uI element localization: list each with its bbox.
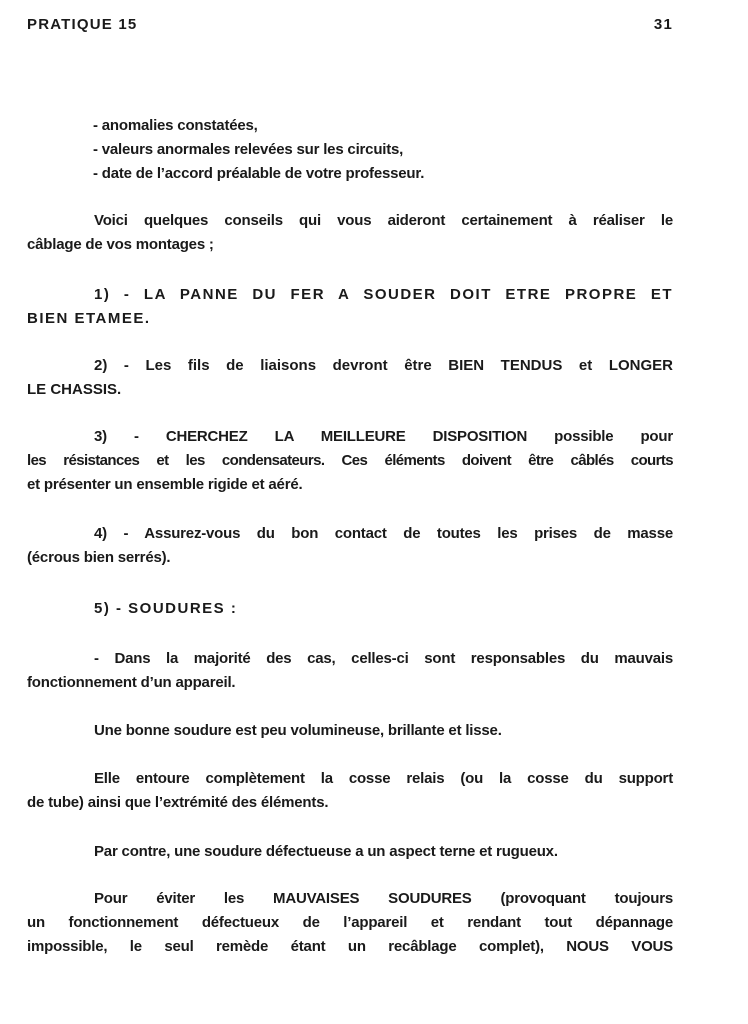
list-item: - date de l’accord préalable de votre professeur. bbox=[93, 165, 425, 182]
tip-4 bbox=[27, 522, 673, 570]
paragraph-line: Par contre, une soudure défectueuse a un aspect terne et rugueux. bbox=[94, 843, 558, 860]
paragraph-line: Elle entoure complètement la cosse relais (ou la cosse du support bbox=[94, 770, 673, 787]
paragraph-line: et présenter un ensemble rigide et aéré. bbox=[27, 476, 303, 493]
body-text bbox=[27, 0, 673, 1024]
paragraph-line: Voici quelques conseils qui vous aideront certainement à réaliser le bbox=[94, 212, 673, 229]
paragraph-line: de tube) ainsi que l’extrémité des éléments. bbox=[27, 794, 329, 811]
list-item: - valeurs anormales relevées sur les circuits, bbox=[93, 141, 404, 158]
tip-1 bbox=[27, 283, 673, 331]
paragraph-line: fonctionnement d’un appareil. bbox=[27, 674, 236, 691]
tip-5 bbox=[27, 597, 673, 621]
paragraph-line: Une bonne soudure est peu volumineuse, brillante et lisse. bbox=[94, 722, 502, 739]
intro-paragraph bbox=[27, 209, 673, 257]
paragraph-line: 3) - CHERCHEZ LA MEILLEURE DISPOSITION possible pour bbox=[94, 428, 673, 445]
paragraph-line: BIEN ETAMEE. bbox=[27, 310, 151, 327]
page-number: 31 bbox=[653, 16, 673, 33]
paragraph-entoure bbox=[27, 767, 673, 815]
paragraph-line: LE CHASSIS. bbox=[27, 381, 122, 398]
anomalies-list bbox=[27, 114, 673, 186]
paragraph-eviter bbox=[27, 887, 673, 959]
tip-3 bbox=[27, 425, 673, 497]
paragraph-line: les résistances et les condensateurs. Ces éléments doivent être câblés courts bbox=[27, 452, 673, 469]
paragraph-line: 1) - LA PANNE DU FER A SOUDER DOIT ETRE PROPRE ET bbox=[94, 286, 673, 303]
paragraph-par-contre bbox=[27, 840, 673, 864]
paragraph-line: 2) - Les fils de liaisons devront être BIEN TENDUS et LONGER bbox=[94, 357, 673, 374]
paragraph-line: 4) - Assurez-vous du bon contact de toutes les prises de masse bbox=[94, 525, 673, 542]
paragraph-line: - Dans la majorité des cas, celles-ci sont responsables du mauvais bbox=[94, 650, 673, 667]
tip-2 bbox=[27, 354, 673, 402]
list-item: - anomalies constatées, bbox=[93, 117, 258, 134]
section-title: PRATIQUE 15 bbox=[27, 16, 138, 33]
paragraph-line: (écrous bien serrés). bbox=[27, 549, 171, 566]
tip-heading: 5) - SOUDURES : bbox=[94, 600, 238, 617]
paragraph-line: câblage de vos montages ; bbox=[27, 236, 214, 253]
paragraph-majorite bbox=[27, 647, 673, 695]
paragraph-bonne-soudure bbox=[27, 719, 673, 743]
paragraph-line: Pour éviter les MAUVAISES SOUDURES (provoquant toujours bbox=[94, 890, 673, 907]
paragraph-line: un fonctionnement défectueux de l’appareil et rendant tout dépannage bbox=[27, 914, 673, 931]
paragraph-line: impossible, le seul remède étant un recâblage complet), NOUS VOUS bbox=[27, 938, 673, 955]
